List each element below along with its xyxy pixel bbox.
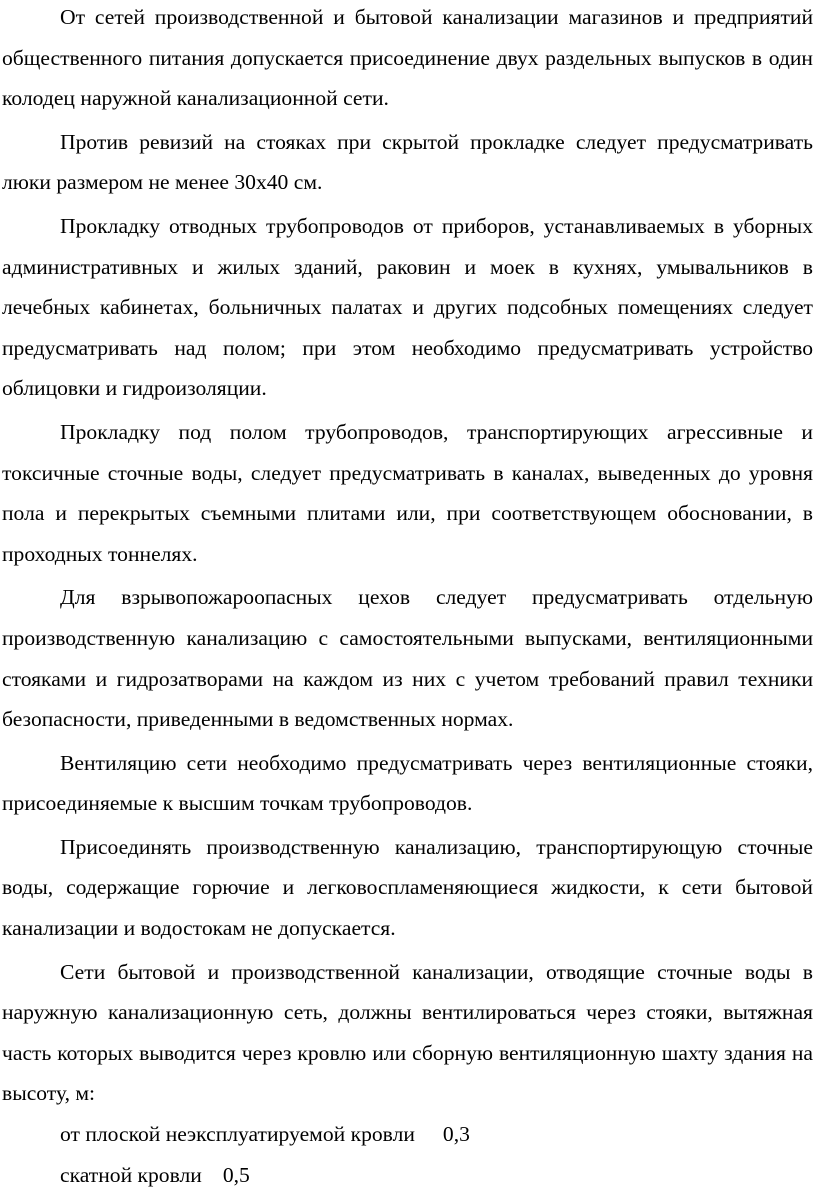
paragraph-8: Сети бытовой и производственной канализации, отводящие сточные воды в наружную канализационную сеть, должны вентилироваться через стояки, вытяжная часть которых выводится через кровлю или сборную вентиляционную шахту здания на высоту, м:	[2, 959, 813, 1106]
paragraph-6: Вентиляцию сети необходимо предусматривать через вентиляционные стояки, присоединяемые к высшим точкам трубопроводов.	[2, 750, 813, 816]
height-item-label: скатной кровли	[60, 1162, 202, 1187]
paragraph-5: Для взрывопожароопасных цехов следует предусматривать отдельную производственную канализацию с самостоятельными выпусками, вентиляционными стояками и гидрозатворами на каждом из них с учетом требований правил техники безопасности, приведенными в ведомственных нормах.	[2, 585, 813, 732]
height-item-pitched-roof	[2, 1155, 813, 1195]
paragraph-4: Прокладку под полом трубопроводов, транспортирующих агрессивные и токсичные сточные воды, следует предусматривать в каналах, выведенных до уровня пола и перекрытых съемными плитами или, при соответствующем обосновании, в проходных тоннелях.	[2, 419, 813, 566]
height-item-value: 0,3	[442, 1122, 470, 1147]
document-page	[2, 0, 813, 1195]
height-item-label: от плоской неэксплуатируемой кровли	[60, 1122, 415, 1147]
height-item-value: 0,5	[222, 1162, 250, 1187]
height-item-flat-roof	[2, 1114, 813, 1155]
paragraph-3: Прокладку отводных трубопроводов от приборов, устанавливаемых в уборных административных и жилых зданий, раковин и моек в кухнях, умывальников в лечебных кабинетах, больничных палатах и других подсобных помещениях следует предусматривать над полом; при этом необходимо предусматривать устройство облицовки и гидроизоляции.	[2, 213, 813, 401]
paragraph-2: Против ревизий на стояках при скрытой прокладке следует предусматривать люки размером не менее 30х40 см.	[2, 129, 813, 195]
paragraph-1: От сетей производственной и бытовой канализации магазинов и предприятий общественного питания допускается присоединение двух раздельных выпусков в один колодец наружной канализационной сети.	[2, 5, 813, 111]
paragraph-7: Присоединять производственную канализацию, транспортирующую сточные воды, содержащие горючие и легковоспламеняющиеся жидкости, к сети бытовой канализации и водостокам не допускается.	[2, 834, 813, 941]
